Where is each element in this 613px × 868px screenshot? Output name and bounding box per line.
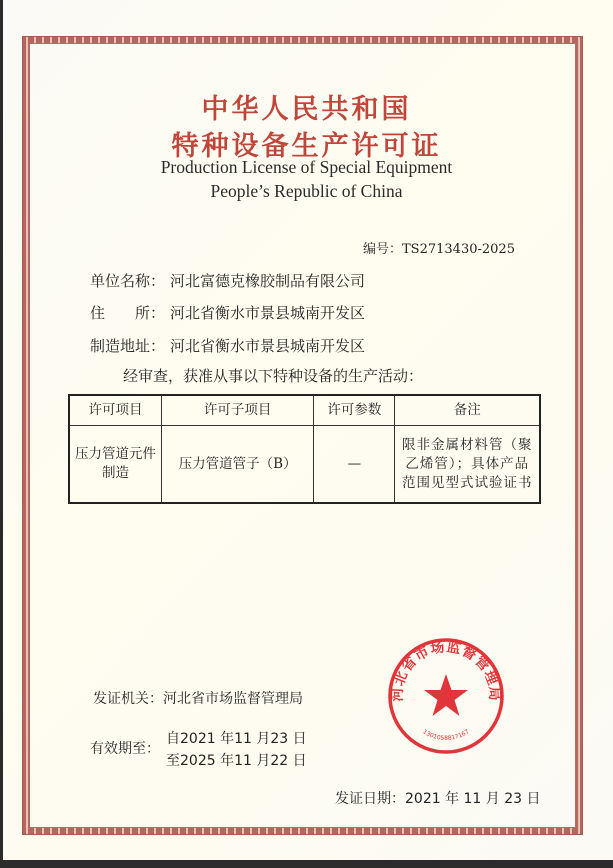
issuer-value: 河北省市场监督管理局 — [163, 691, 303, 707]
cell-remark: 限非金属材料管（聚乙烯管）；具体产品范围见型式试验证书 — [395, 426, 540, 504]
validity-from: 自2021 年11 月23 日 — [166, 731, 307, 747]
seal-text: 河北省市场监督管理局 — [389, 639, 503, 702]
issuing-authority — [93, 688, 303, 708]
field-address — [90, 302, 365, 323]
field-label: 住 所： — [90, 304, 166, 322]
official-seal-icon — [386, 636, 506, 756]
title-en-line2: People’s Republic of China — [210, 181, 403, 201]
svg-text:1301058817167 — [421, 728, 470, 742]
header-remark: 备注 — [395, 395, 540, 426]
field-company-name — [90, 270, 365, 291]
certificate-number — [363, 238, 515, 257]
field-value: 河北富德克橡胶制品有限公司 — [170, 272, 366, 290]
field-label: 制造地址： — [90, 337, 166, 355]
header-parameter: 许可参数 — [314, 395, 395, 426]
bottom-edge — [0, 860, 613, 868]
table-row — [69, 426, 540, 504]
field-value: 河北省衡水市景县城南开发区 — [170, 337, 366, 355]
issue-date-value: 2021 年 11 月 23 日 — [405, 791, 541, 807]
cell-sub-item: 压力管道管子（B） — [161, 426, 313, 504]
field-value: 河北省衡水市景县城南开发区 — [170, 304, 366, 322]
issue-date — [335, 788, 541, 808]
cert-number-value: TS2713430-2025 — [402, 242, 515, 257]
cert-number-label: 编号： — [363, 242, 403, 257]
cell-parameter: — — [314, 426, 395, 504]
seal-code: 1301058817167 — [421, 728, 471, 742]
header-sub-item: 许可子项目 — [161, 395, 313, 426]
title-cn-line2: 特种设备生产许可证 — [171, 131, 442, 162]
table-header-row — [69, 395, 540, 426]
field-label: 单位名称： — [90, 272, 166, 290]
validity-to: 至2025 年11 月22 日 — [166, 753, 307, 769]
cell-license-item: 压力管道元件制造 — [69, 426, 161, 504]
field-manufacturing-address — [90, 335, 365, 356]
license-table — [68, 394, 541, 504]
header-license-item: 许可项目 — [69, 395, 161, 426]
title-en-line1: Production License of Special Equipment — [160, 157, 453, 177]
issuer-label: 发证机关： — [93, 691, 163, 707]
intro-statement: 经审查，获准从事以下特种设备的生产活动： — [123, 367, 424, 385]
validity-label: 有效期至： — [90, 741, 160, 757]
title-cn-line1: 中华人民共和国 — [201, 94, 412, 125]
issue-date-label: 发证日期： — [335, 791, 405, 807]
